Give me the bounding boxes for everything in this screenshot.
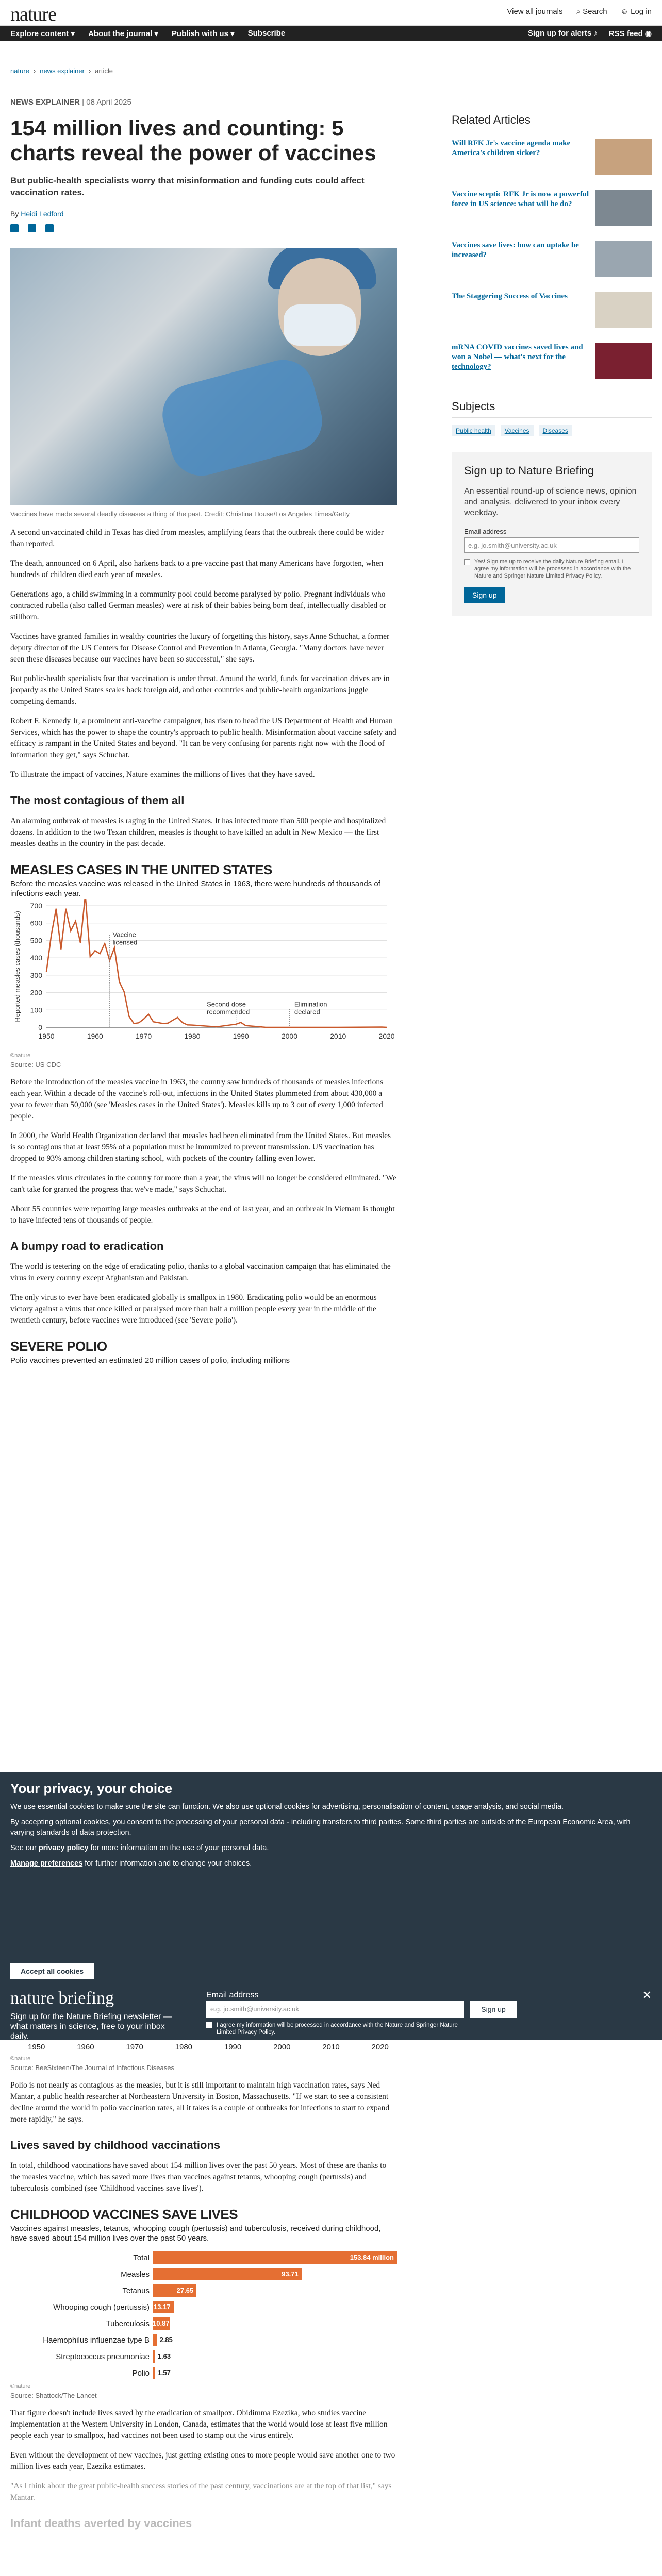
standfirst: But public-health specialists worry that misinformation and funding cuts could affect vaccination rates.	[10, 176, 365, 197]
cookie-text-part: for further information and to change your choices.	[85, 1859, 252, 1868]
chart-credit: ©nature	[10, 2383, 31, 2389]
consent-row	[464, 558, 639, 580]
accept-cookies-button[interactable]: Accept all cookies	[10, 1963, 94, 1979]
related-article[interactable]	[452, 131, 652, 182]
hero-mask-shape	[284, 304, 356, 346]
search-icon: ⌕	[576, 7, 581, 16]
bar-track	[153, 2367, 397, 2379]
main-nav	[0, 26, 662, 41]
chevron-down-icon: ▾	[230, 29, 235, 38]
article-continued	[10, 2043, 397, 2530]
breadcrumb-article: article	[95, 67, 113, 75]
briefing-signup	[452, 452, 652, 616]
briefing-email-input[interactable]: e.g. jo.smith@university.ac.uk	[206, 2001, 464, 2018]
cookie-title: Your privacy, your choice	[10, 1781, 173, 1796]
bar-row	[10, 2332, 397, 2348]
bar-row	[10, 2266, 397, 2282]
x-tick-label: 2010	[330, 1032, 346, 1040]
alerts-link[interactable]	[528, 29, 598, 38]
bar	[153, 2350, 226, 2363]
related-article-title[interactable]: Vaccine sceptic RFK Jr is now a powerful force in US science: what will he do?	[452, 190, 589, 208]
x-tick-label: 1990	[233, 1032, 249, 1040]
polio-chart-title: SEVERE POLIO	[10, 1338, 107, 1354]
subjects-heading: Subjects	[452, 400, 652, 418]
annotation-label: Elimination declared	[294, 1000, 327, 1016]
paragraph: If the measles virus circulates in the country for more than a year, the virus will no longer be considered eliminated. "We can't take for granted the progress that we've made," says Schuchat.	[10, 1174, 396, 1194]
nav-about-label: About the journal	[88, 29, 153, 38]
privacy-policy-link[interactable]: privacy policy	[38, 1844, 89, 1852]
alerts-label: Sign up for alerts	[527, 29, 592, 38]
bar-track	[153, 2334, 397, 2346]
paragraph: Polio is not nearly as contagious as the measles, but it is still important to maintain high vaccination rates, says Ned Mantar, a public health researcher at Northeastern University in Boston, Massachusetts. "If we start to see a consistent decline around the world in polio vaccination rates, all it takes is a couple of outbreaks for infections to start to expand more rapidly," he says.	[10, 2081, 390, 2124]
paragraph: Before the introduction of the measles vaccine in 1963, the country saw hundreds of thousands of measles infections each year. Within a decade of the vaccine's roll-out, infections in the United States plummeted from about 430,000 a year to fewer than 50,000 (see 'Measles cases in the United States'). Measles kills up to 3 out of every 1,000 infected people.	[10, 1078, 384, 1121]
hero-image	[10, 248, 397, 505]
close-icon[interactable]: ✕	[642, 1989, 652, 2002]
related-article[interactable]	[452, 335, 652, 386]
bar-track	[153, 2268, 397, 2280]
annotation-label: Vaccine licensed	[112, 930, 138, 946]
paragraph: Robert F. Kennedy Jr, a prominent anti-vaccine campaigner, has risen to head the US Department of Health and Human Services, which has the power to shape the country's approach to public health. Misinformation about vaccine safety and efficacy is rampant in the United States and beyond. "It can be very confusing for parents right now with the flood of information they get," says Schuchat.	[10, 717, 396, 759]
x-tick-label: 1970	[135, 1032, 152, 1040]
related-thumbnail	[595, 190, 652, 226]
paragraph: An alarming outbreak of measles is raging in the United States. It has infected more than 500 people and hospitalized dozens. In addition to the two Texan children, measles is thought to have killed an adult in New Mexico — the first measles deaths in the country in the past decade.	[10, 817, 386, 848]
rss-label: RSS feed	[608, 29, 643, 38]
chart-credit: ©nature	[10, 1053, 31, 1059]
paragraph: Generations ago, a child swimming in a community pool could become paralysed by polio. Pregnant individuals who contracted rubella (also called German measles) were at risk of their babies being born deaf, intellectually disabled or stillborn.	[10, 590, 387, 621]
chart-source: Source: Shattock/The Lancet	[10, 2392, 97, 2399]
bar-track	[153, 2284, 397, 2297]
bar	[153, 2268, 302, 2280]
vaccines-chart-subtitle: Vaccines against measles, tetanus, whooping cough (pertussis) and tuberculosis, received during childhood, have saved about 154 million lives over the past 50 years.	[10, 2224, 381, 2243]
y-tick-label: 600	[30, 919, 42, 927]
rss-icon: ◉	[644, 29, 652, 38]
image-caption: Vaccines have made several deadly diseases a thing of the past. Credit: Christina House/Los Angeles Times/Getty	[10, 510, 350, 518]
bar-label: Total	[133, 2253, 150, 2262]
cookie-text: We use essential cookies to make sure the site can function. We also use optional cookies for advertising, personalisation of content, usage analysis, and social media.	[10, 1803, 564, 1811]
axis-tick: 1980	[175, 2043, 193, 2052]
chart-credit: ©nature	[10, 2056, 31, 2062]
bell-icon: ♪	[593, 29, 598, 38]
x-tick-label: 1950	[38, 1032, 55, 1040]
page-title: 154 million lives and counting: 5 charts reveal the power of vaccines	[10, 116, 376, 165]
bar-row	[10, 2249, 397, 2266]
email-label: Email address	[464, 528, 507, 535]
briefing-email-label: Email address	[206, 1991, 259, 1999]
bar-value-label: 2.85	[159, 2336, 173, 2344]
axis-tick: 2000	[273, 2043, 291, 2052]
briefing-text: An essential round-up of science news, opinion and analysis, delivered to your inbox every weekday.	[464, 487, 637, 517]
subject-chip[interactable]: Diseases	[539, 425, 572, 436]
vaccines-chart-title: CHILDHOOD VACCINES SAVE LIVES	[10, 2207, 238, 2222]
x-tick-label: 1960	[87, 1032, 103, 1040]
briefing-banner-subtitle: Sign up for the Nature Briefing newsletter — what matters in science, free to your inbox daily.	[10, 2012, 172, 2041]
briefing-consent-text: I agree my information will be processed in accordance with the Nature and Springer Nature Limited Privacy Policy.	[217, 2022, 458, 2036]
bar-track	[153, 2301, 397, 2313]
bar-label: Haemophilus influenzae type B	[43, 2335, 150, 2345]
axis-tick: 1960	[77, 2043, 94, 2052]
axis-tick: 2010	[322, 2043, 340, 2052]
axis-tick: 1950	[28, 2043, 45, 2052]
rss-link[interactable]	[609, 29, 652, 38]
related-thumbnail	[595, 139, 652, 175]
signup-button[interactable]: Sign up	[464, 587, 505, 603]
article-date: 08 April 2025	[86, 98, 131, 107]
briefing-consent-checkbox[interactable]	[206, 2022, 212, 2028]
vaccines-chart	[10, 2249, 397, 2381]
paragraph: To illustrate the impact of vaccines, Nature examines the millions of lives that they have saved.	[10, 770, 315, 779]
bar-row	[10, 2299, 397, 2315]
paragraph: About 55 countries were reporting large measles outbreaks at the end of last year, and an outbreak in Vietnam is thought to have infected tens of thousands of people.	[10, 1205, 395, 1225]
bar	[153, 2251, 397, 2264]
sidebar	[452, 113, 652, 616]
view-journals-link[interactable]: View all journals	[507, 7, 563, 16]
paragraph: The world is teetering on the edge of eradicating polio, thanks to a global vaccination campaign that has eliminated the virus in every country except Afghanistan and Pakistan.	[10, 1262, 391, 1282]
y-tick-label: 400	[30, 954, 42, 962]
breadcrumb	[10, 67, 113, 75]
paragraph: The only virus to ever have been eradicated globally is smallpox in 1980. Eradicating polio would be an enormous victory against a virus that once killed or paralysed more than half a million people every year in the middle of the twentieth century, before vaccines were introduced (see 'Severe polio').	[10, 1293, 377, 1325]
measles-chart-subtitle: Before the measles vaccine was released in the United States in 1963, there were hundreds of thousands of infections each year.	[10, 879, 380, 898]
section-heading: Lives saved by childhood vaccinations	[10, 2139, 221, 2151]
bar-row	[10, 2315, 397, 2332]
bar-row	[10, 2282, 397, 2299]
briefing-banner	[0, 1984, 662, 2040]
bar-track	[153, 2317, 397, 2330]
y-tick-label: 300	[30, 971, 42, 979]
annotation-label: Second dose recommended	[207, 1000, 250, 1016]
nav-publish[interactable]	[172, 29, 235, 38]
bar-label: Polio	[132, 2368, 150, 2378]
subject-chip[interactable]: Public health	[452, 425, 495, 436]
bar-label: Measles	[121, 2269, 150, 2279]
related-article-title[interactable]: Will RFK Jr's vaccine agenda make America's children sicker?	[452, 139, 571, 157]
y-axis-label: Reported measles cases (thousands)	[13, 911, 21, 1022]
paragraph: That figure doesn't include lives saved by the eradication of smallpox. Obidimma Ezezika, who studies vaccine implementation at the Western University in London, Canada, estimates that the world would lose at least five million people each year to smallpox, had vaccines not been used to stamp out the virus entirely.	[10, 2409, 388, 2440]
user-icon: ☺	[620, 7, 628, 16]
article-body	[10, 2080, 397, 2530]
paragraph: Vaccines have granted families in wealthy countries the luxury of forgetting this history, says Anne Schuchat, a former deputy director of the US Centers for Disease Control and Prevention in Atlanta, Georgia. "Many doctors have never seen these diseases because our vaccines have been so successful," she says.	[10, 632, 390, 664]
related-article-title[interactable]: The Staggering Success of Vaccines	[452, 292, 568, 300]
x-tick-label: 2000	[281, 1032, 298, 1040]
bar-label: Tetanus	[122, 2286, 150, 2295]
paragraph: "As I think about the great public-health success stories of the past century, vaccinations are at the top of that list," says Mantar.	[10, 2482, 392, 2502]
chevron-down-icon: ▾	[154, 29, 158, 38]
y-tick-label: 200	[30, 988, 42, 997]
chart-source: Source: BeeSixteen/The Journal of Infectious Diseases	[10, 2064, 174, 2072]
bar	[153, 2367, 226, 2379]
bar	[153, 2334, 226, 2346]
search-link[interactable]	[576, 7, 607, 16]
related-thumbnail	[595, 343, 652, 379]
measles-chart	[10, 899, 397, 1048]
bar-label: Whooping cough (pertussis)	[53, 2302, 150, 2312]
top-bar	[0, 0, 662, 26]
related-thumbnail	[595, 292, 652, 328]
bar	[153, 2284, 196, 2297]
email-icon[interactable]	[45, 224, 54, 232]
nav-about[interactable]	[88, 29, 158, 38]
cookie-text-part: for more information on the use of your personal data.	[90, 1844, 269, 1852]
subject-chip[interactable]: Vaccines	[501, 425, 534, 436]
breadcrumb-nature[interactable]: nature	[10, 67, 29, 75]
nav-explore-label: Explore content	[10, 29, 69, 38]
cookie-banner	[0, 1772, 662, 1984]
article	[10, 98, 397, 1365]
section-heading: A bumpy road to eradication	[10, 1240, 164, 1252]
bar-value-label: 93.71	[282, 2270, 299, 2278]
bar-value-label: 1.57	[157, 2369, 171, 2377]
paragraph: In total, childhood vaccinations have saved about 154 million lives over the past 50 years. Most of these are thanks to the measles vaccine, which has saved more lives than vaccines against tetanus, whooping cough (pertussis) and tuberculosis combined (see 'Childhood vaccines save lives').	[10, 2161, 387, 2193]
breadcrumb-news-explainer[interactable]: news explainer	[40, 67, 85, 75]
login-label: Log in	[631, 7, 652, 16]
nav-explore[interactable]	[10, 29, 75, 38]
section-heading: The most contagious of them all	[10, 794, 185, 807]
related-heading: Related Articles	[452, 113, 652, 131]
related-article-title[interactable]: Vaccines save lives: how can uptake be increased?	[452, 241, 579, 259]
y-tick-label: 0	[38, 1023, 42, 1031]
nature-logo[interactable]: nature	[10, 4, 56, 25]
nav-publish-label: Publish with us	[171, 29, 228, 38]
x-tick-label: 1980	[184, 1032, 201, 1040]
bar-track	[153, 2350, 397, 2363]
cookie-text: By accepting optional cookies, you consent to the processing of your personal data - including transfers to third parties. Some third parties are outside of the European Economic Area, with varying standards of data protection.	[10, 1818, 631, 1837]
bar-value-label: 27.65	[176, 2286, 194, 2294]
related-thumbnail	[595, 241, 652, 277]
related-article[interactable]	[452, 233, 652, 284]
twitter-icon[interactable]	[10, 224, 19, 232]
cookie-text-part: See our	[10, 1844, 37, 1852]
bar-label: Streptococcus pneumoniae	[56, 2352, 150, 2361]
breadcrumb-separator: ›	[33, 67, 36, 75]
byline	[10, 210, 397, 218]
y-tick-label: 100	[30, 1006, 42, 1014]
bar-value-label: 1.63	[157, 2352, 171, 2360]
bar-row	[10, 2348, 397, 2365]
share-bar	[10, 224, 397, 232]
cookie-text	[10, 1858, 650, 1869]
bar	[153, 2317, 170, 2330]
related-article-title[interactable]: mRNA COVID vaccines saved lives and won a Nobel — what's next for the technology?	[452, 343, 583, 371]
briefing-title: Sign up to Nature Briefing	[464, 464, 594, 477]
hero-glove-shape	[156, 353, 329, 483]
manage-preferences-link[interactable]: Manage preferences	[10, 1859, 83, 1868]
chevron-down-icon: ▾	[71, 29, 75, 38]
author-link[interactable]: Heidi Ledford	[21, 210, 64, 218]
search-label: Search	[583, 7, 607, 16]
facebook-icon[interactable]	[28, 224, 36, 232]
byline-prefix: By	[10, 210, 19, 218]
paragraph: But public-health specialists fear that vaccination is under threat. Around the world, funds for vaccination drives are in jeopardy as the United States scales back foreign aid, and other countries and public-health organizations juggle competing demands.	[10, 674, 390, 706]
briefing-banner-title: nature briefing	[10, 1989, 114, 2008]
briefing-consent-row	[206, 2022, 464, 2036]
polio-chart-subtitle: Polio vaccines prevented an estimated 20 million cases of polio, including millions	[10, 1356, 290, 1365]
y-tick-label: 500	[30, 936, 42, 945]
bar-value-label: 10.87	[153, 2319, 170, 2327]
polio-axis-ticks	[28, 2043, 389, 2052]
axis-tick: 1970	[126, 2043, 143, 2052]
consent-text: Yes! Sign me up to receive the daily Nature Briefing email. I agree my information will be processed in accordance with the Nature and Springer Nature Limited Privacy Policy.	[474, 558, 631, 579]
bar	[153, 2301, 174, 2313]
related-article[interactable]	[452, 182, 652, 233]
bar-row	[10, 2365, 397, 2381]
article-body	[10, 527, 397, 1365]
article-type: NEWS EXPLAINER	[10, 98, 80, 107]
login-link[interactable]	[621, 7, 652, 16]
measles-chart-title: MEASLES CASES IN THE UNITED STATES	[10, 862, 272, 877]
chart-source: Source: US CDC	[10, 1061, 61, 1069]
subjects-list	[452, 425, 652, 436]
nav-subscribe[interactable]: Subscribe	[247, 29, 286, 38]
y-tick-label: 700	[30, 902, 42, 910]
bar-value-label: 153.84 million	[350, 2253, 394, 2261]
paragraph: The death, announced on 6 April, also harkens back to a pre-vaccine past that many Americans have forgotten, when hundreds of children died each year of measles.	[10, 559, 384, 579]
cookie-text	[10, 1843, 650, 1853]
paragraph: A second unvaccinated child in Texas has died from measles, amplifying fears that the outbreak there could be wider than reported.	[10, 528, 384, 548]
article-meta: NEWS EXPLAINER | 08 April 2025	[10, 98, 131, 107]
axis-tick: 2020	[371, 2043, 389, 2052]
section-heading: Infant deaths averted by vaccines	[10, 2517, 192, 2530]
bar-label: Tuberculosis	[106, 2319, 150, 2328]
breadcrumb-separator: ›	[88, 67, 91, 75]
bar-value-label: 13.17	[154, 2303, 171, 2311]
paragraph: In 2000, the World Health Organization declared that measles had been eliminated from the United States. But measles is so contagious that at least 95% of a population must be immunized to prevent transmission. US vaccination has dropped to 93% among children starting school, with pockets of the country falling even lower.	[10, 1131, 391, 1163]
x-tick-label: 2020	[378, 1032, 395, 1040]
briefing-signup-button[interactable]: Sign up	[470, 2001, 517, 2018]
axis-tick: 1990	[224, 2043, 242, 2052]
email-field[interactable]: e.g. jo.smith@university.ac.uk	[464, 537, 639, 553]
paragraph: Even without the development of new vaccines, just getting existing ones to more people would save another one to two million lives each year, Ezezika estimates.	[10, 2451, 395, 2471]
related-article[interactable]	[452, 284, 652, 335]
bar-track	[153, 2251, 397, 2264]
consent-checkbox[interactable]	[464, 559, 470, 565]
